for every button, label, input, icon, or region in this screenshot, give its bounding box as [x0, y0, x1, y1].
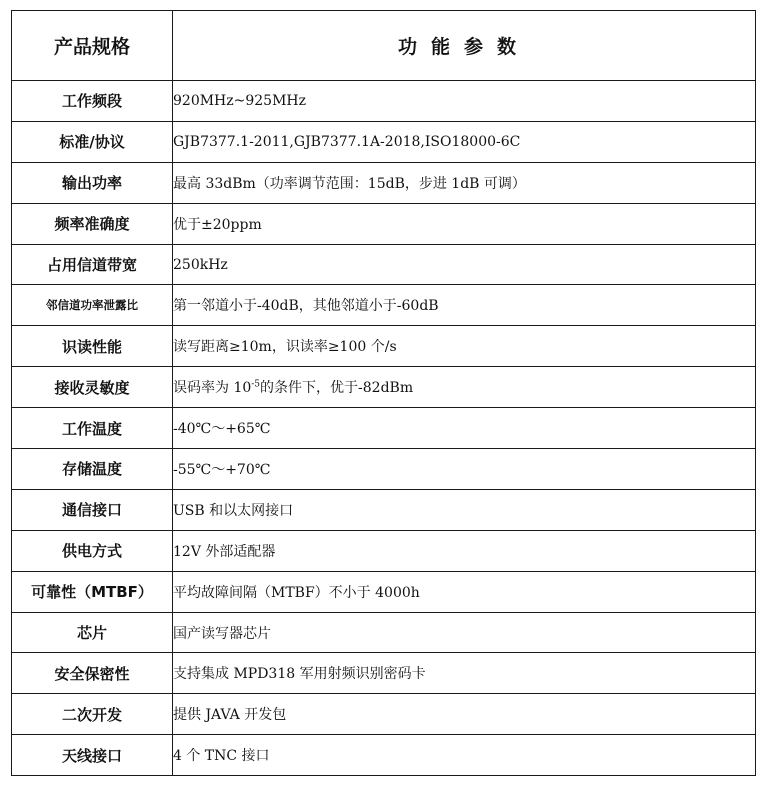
row-value: 优于±20ppm: [173, 203, 756, 244]
table-row: [12, 653, 756, 694]
table-row: [12, 162, 756, 203]
table-row: [12, 203, 756, 244]
row-value: -40℃～+65℃: [173, 408, 756, 449]
table-row: [12, 612, 756, 653]
value-prefix: 误码率为 10: [173, 380, 252, 397]
row-key: 频率准确度: [12, 203, 173, 244]
row-value: 4 个 TNC 接口: [173, 735, 756, 776]
row-key: 芯片: [12, 612, 173, 653]
table-row: [12, 285, 756, 326]
spec-table: [11, 10, 756, 776]
row-key: 接收灵敏度: [12, 367, 173, 408]
table-row: [12, 735, 756, 776]
row-key: 供电方式: [12, 530, 173, 571]
row-key: 工作频段: [12, 81, 173, 122]
row-key: 二次开发: [12, 694, 173, 735]
table-row: [12, 449, 756, 490]
row-key: 安全保密性: [12, 653, 173, 694]
table-header-row: [12, 11, 756, 81]
row-key: 可靠性（MTBF）: [12, 571, 173, 612]
table-row: [12, 694, 756, 735]
row-value: 国产读写器芯片: [173, 612, 756, 653]
row-value: [173, 367, 756, 408]
row-value: 920MHz~925MHz: [173, 81, 756, 122]
row-value: 12V 外部适配器: [173, 530, 756, 571]
table-row: [12, 530, 756, 571]
row-value: GJB7377.1-2011,GJB7377.1A-2018,ISO18000-6C: [173, 121, 756, 162]
row-value: 最高 33dBm（功率调节范围：15dB，步进 1dB 可调）: [173, 162, 756, 203]
row-value: 250kHz: [173, 244, 756, 285]
table-row: [12, 326, 756, 367]
row-key: 输出功率: [12, 162, 173, 203]
header-product-spec: 产品规格: [12, 11, 173, 81]
row-value: 平均故障间隔（MTBF）不小于 4000h: [173, 571, 756, 612]
table-row: [12, 244, 756, 285]
row-value: USB 和以太网接口: [173, 489, 756, 530]
row-key: 通信接口: [12, 489, 173, 530]
row-value: -55℃～+70℃: [173, 449, 756, 490]
row-value: 读写距离≥10m，识读率≥100 个/s: [173, 326, 756, 367]
row-value: 支持集成 MPD318 军用射频识别密码卡: [173, 653, 756, 694]
row-key: 邻信道功率泄露比: [12, 285, 173, 326]
row-key: 工作温度: [12, 408, 173, 449]
row-key: 标准/协议: [12, 121, 173, 162]
table-row: [12, 121, 756, 162]
table-row: [12, 571, 756, 612]
table-row: [12, 367, 756, 408]
row-key: 识读性能: [12, 326, 173, 367]
table-row: [12, 408, 756, 449]
table-row: [12, 81, 756, 122]
table-row: [12, 489, 756, 530]
value-suffix: 的条件下，优于-82dBm: [260, 380, 414, 397]
row-value: 第一邻道小于-40dB，其他邻道小于-60dB: [173, 285, 756, 326]
row-key: 天线接口: [12, 735, 173, 776]
value-exponent: -5: [251, 379, 261, 390]
header-function-params: 功能参数: [173, 11, 756, 81]
row-value: 提供 JAVA 开发包: [173, 694, 756, 735]
row-key: 占用信道带宽: [12, 244, 173, 285]
row-key: 存储温度: [12, 449, 173, 490]
